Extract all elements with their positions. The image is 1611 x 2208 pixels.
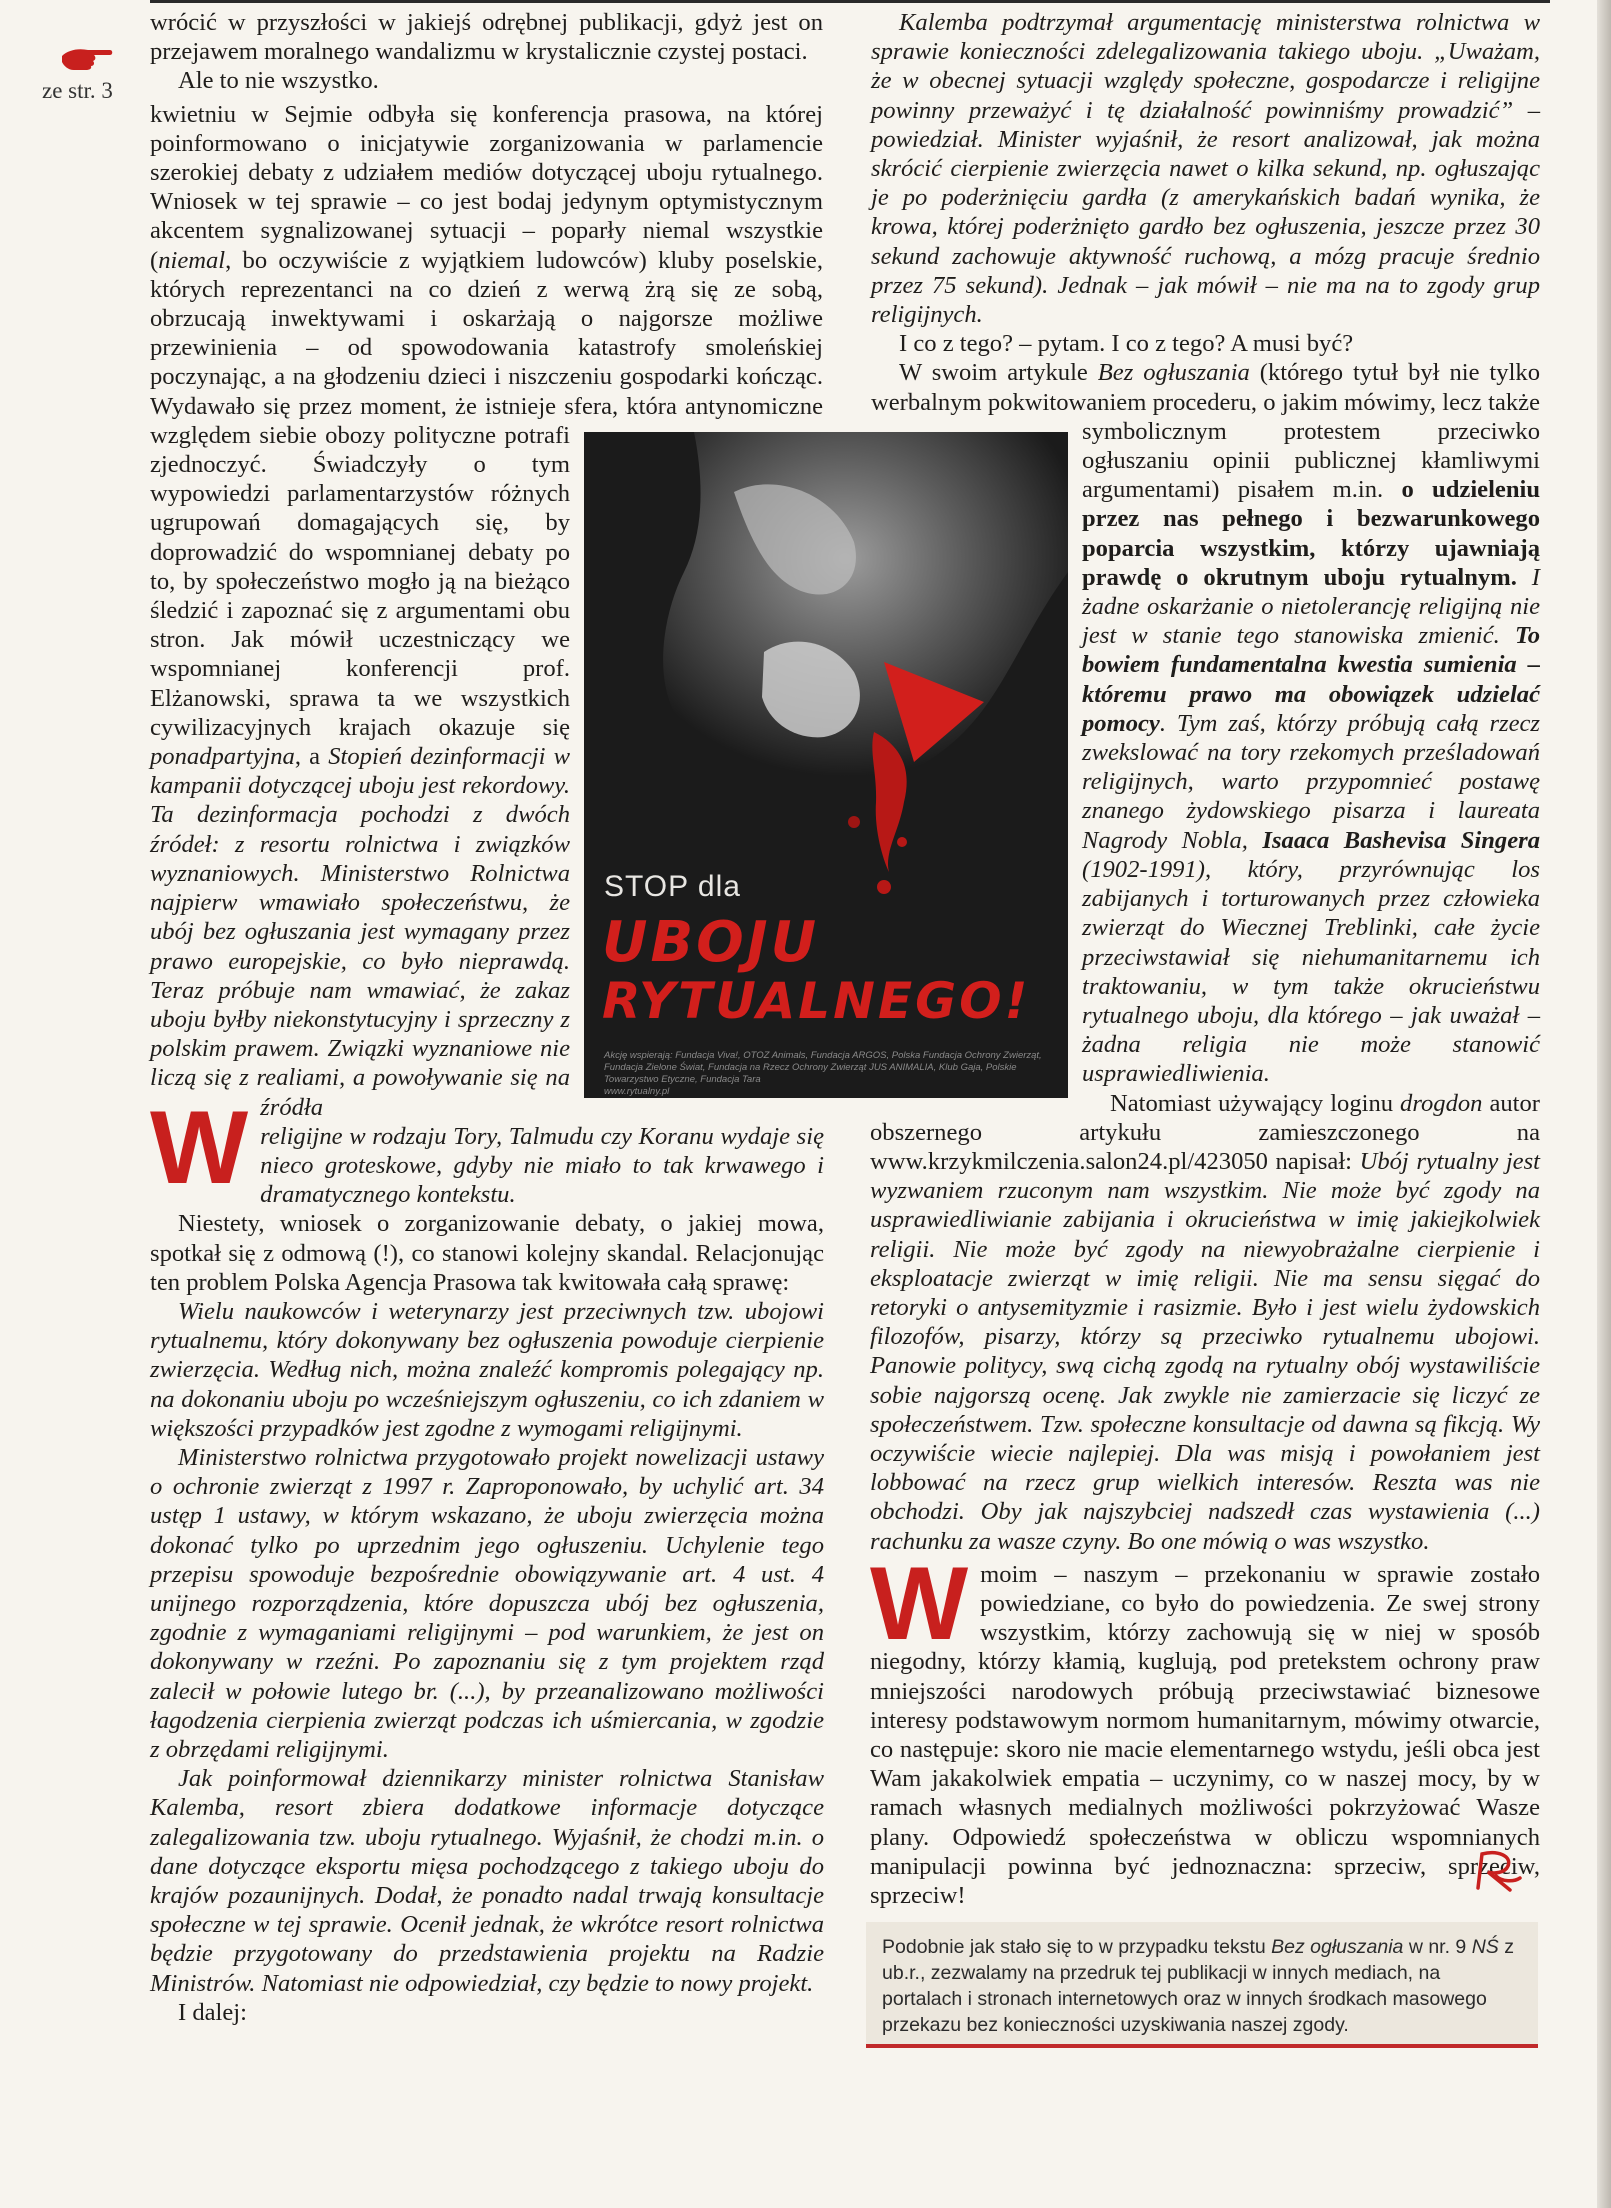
text-run: (1902-1991), który, przyrównując los zabijanych i torturowanych przez człowieka zwierząt do Wiecznej Treblinki, całe życie przeciwstawiał się niehumanitarnemu ich traktowaniu, w tym także okrucieństwu rytualnego uboju, dla którego – jak uważał – żadna religia nie może stanowić usprawiedliwienia. (1082, 855, 1540, 1088)
text-run: ponadpartyjna (150, 743, 295, 771)
text-run: To bowiem fundamentalna kwestia sumienia – któremu prawo ma obowiązek udzielać pomocy (1082, 622, 1540, 737)
poster-title-line-1: UBOJU (602, 910, 820, 975)
paragraph: Niestety, wniosek o zorganizowanie debaty, o jakiej mowa, spotkał się z odmową (!), co stanowi kolejny skandal. Relacjonując ten problem Polska Agencja Prasowa tak kwitowała całą sprawę: (150, 1210, 824, 1296)
quote-paragraph: Ministerstwo rolnictwa przygotowało projekt nowelizacji ustawy o ochronie zwierząt z 1997 r. Zaproponowało, by uchylić art. 34 ustęp 1 ustawy, w którym wskazano, że uboju zwierzęcia można dokonać tylko po uprzednim jego ogłuszeniu. Uchylenie tego przepisu spowoduje bezpośrednie obowiązywanie art. 4 ust. 4 unijnego rozporządzenia, które dopuszcza ubój bez ogłuszenia, zgodnie z wymaganiami religijnymi – pod warunkiem, że jest on dokonywany w rzeźni. Po zapoznaniu się z tym projektem rząd zalecił w połowie lutego br. (...), by przeanalizowano możliwości łagodzenia cierpienia zwierząt podczas ich uśmiercania, w zgodzie z obrzędami religijnymi. (150, 1443, 824, 1763)
paragraph: I dalej: (178, 1998, 247, 2026)
right-column (870, 8, 1540, 1910)
text-run: I żadne oskarżanie o nietolerancję religijną nie jest w stanie tego stanowiska zmienić. (1082, 563, 1540, 650)
poster-title-line-2: RYTUALNEGO! (602, 972, 1031, 1030)
text-run: (którego tytuł był nie tylko werbalnym pokwitowaniem procederu, o jakim mówimy, lecz także symbolicznym protestem przeciwko ogłuszaniu opinii publicznej kłamliwymi argumentami) pisałem m.in. (871, 359, 1540, 504)
text-run: drogdon (1400, 1089, 1483, 1117)
continued-from-label: ze str. 3 (42, 78, 113, 103)
author-signature-logo (1468, 1848, 1528, 1894)
poster-small-title: STOP dla (604, 870, 741, 903)
text-run: moim – naszym – przekonaniu w sprawie zostało powiedziane, co było do powiedzenia. Ze swej strony wszystkim, którzy zachowują się w niej w sposób niegodny, którzy kłamią, kuglują, pod pretekstem ochrony praw mniejszości narodowych próbują przeciwstawiać biznesowe interesy podstawowym normom humanitarnym, mówimy otwarcie, co następuje: skoro nie macie elementarnego wstydu, jeśli obca jest Wam jakakolwiek empatia – uczynimy, co w naszej mocy, by w ramach własnych medialnych możliwości pokrzyżować Wasze plany. Odpowiedź społeczeństwa w obliczu wspomnianych manipulacji powinna być jednoznaczna: sprzeciw, sprzeciw, sprzeciw! (870, 1560, 1540, 1909)
paragraph (870, 1089, 1540, 1556)
page-edge-shadow (1597, 0, 1611, 2208)
text-run: NŚ (1471, 1936, 1499, 1958)
poster-credits-text: Akcję wspierają: Fundacja Viva!, OTOZ Animals, Fundacja ARGOS, Polska Fundacja Ochrony Zwierząt, Fundacja Zielone Świat, Fundacja na Rzecz Ochrony Zwierząt JUS ANIMALIA, Klub Gaja, Polskie Towarzystwo Etyczne, Fundacja Tara (604, 1050, 1042, 1085)
drop-cap: W (150, 1090, 249, 1206)
text-run: Natomiast używający loginu (1110, 1089, 1401, 1117)
text-run: . Tym zaś, którzy próbują całą rzecz zwekslować na tory rzekomych prześladowań religijnych, warto przypomnieć postawę znanego żydowskiego pisarza i laureata Nagrody Nobla, (1082, 709, 1540, 854)
text-run: Stopień dezinformacji w kampanii dotyczącej uboju jest rekordowy. Ta dezinformacja pochodzi z dwóch źródeł: z resortu rolnictwa i związków wyznaniowych. Ministerstwo Rolnictwa najpierw wmawiało społeczeństwu, że ubój bez ogłuszania jest wymagany przez prawo europejskie, co było nieprawdą. Teraz próbuje nam wmawiać, że zakaz uboju byłby niekonstytucyjny i sprzeczny z polskim prawem. Związki wyznaniowe nie liczą się z realiami, a powoływanie się na źródła religijne w rodzaju Tory, Talmudu czy Koranu wydaje się nieco groteskowe, gdyby nie miało to tak krwawego i dramatycznego kontekstu. (150, 743, 824, 1209)
left-column (150, 8, 824, 2027)
pointing-hand-icon (58, 42, 114, 72)
top-rule (150, 0, 1550, 3)
paragraph: Ale to nie wszystko. (178, 67, 379, 95)
text-run: niemal (158, 246, 226, 274)
text-run: kwietniu w Sejmie odbyła się konferencja prasowa, na której poinformowano o inicjatywie zorganizowania w parlamencie szerokiej debaty z udziałem mediów dotyczącej uboju rytualnego. Wniosek w tej sprawie – co jest bodaj jedynym optymistycznym akcentem sygnalizowanej sytuacji – poparły niemal wszystkie ( (150, 100, 823, 274)
text-run: W swoim artykule (899, 359, 1098, 387)
text-run: w nr. 9 (1403, 1936, 1472, 1958)
poster-url: www.rytualny.pl (604, 1086, 670, 1097)
text-run: Isaaca Bashevisa Singera (1262, 826, 1540, 854)
text-run: , a (294, 743, 329, 771)
text-run: Ubój rytualny jest wyzwaniem rzuconym nam wszystkim. Nie może być zgody na usprawiedliwianie zabijania i okrucieństwa w imię jakiejkolwiek religii. Nie może być zgody na niewyobrażalne cierpienie i eksploatacje zwierząt w imię religii. Nie ma sensu sięgać do retoryki o antysemityzmie i rasizmie. Było i jest wielu żydowskich filozofów, pisarzy, którzy są przeciwko rytualnemu ubojowi. Panowie politycy, swą cichą zgodą na rytualny obój wystawiliście sobie najgorszą ocenę. Jak zwykle nie zamierzacie się liczyć ze społeczeństwem. Tzw. społeczne konsultacje od dawna są fikcją. Wy oczywiście wiecie najlepiej. Dla was misją i powołaniem jest lobbować na rzecz grup wielkich interesów. Reszta was nie obchodzi. Oby jak najszybciej nadszedł czas wystawienia (...) rachunku za wasze czyny. Bo one mówią o was wszystko. (870, 1147, 1540, 1555)
paragraph (870, 1545, 1540, 1910)
text-run: o udzieleniu przez nas pełnego i bezwarunkowego poparcia wszystkim, którzy ujawniają prawdę o okrutnym uboju rytualnym. (1082, 476, 1541, 591)
quote-paragraph: Wielu naukowców i weterynarzy jest przeciwnych tzw. ubojowi rytualnemu, który dokonywany bez ogłuszenia powoduje cierpienie zwierzęcia. Według nich, można znaleźć kompromis polegający np. na dokonaniu uboju po wcześniejszym ogłuszeniu, co ich zdaniem w większości przypadków jest zgodne z wymogami religijnymi. (150, 1297, 824, 1442)
quote-paragraph: Jak poinformował dziennikarzy minister rolnictwa Stanisław Kalemba, resort zbiera dodatkowe informacje dotyczące zalegalizowania tzw. uboju rytualnego. Wyjaśnił, że chodzi m.in. o dane dotyczące eksportu mięsa pochodzącego z takiego uboju do krajów pozaunijnych. Dodał, że ponadto nadal trwają konsultacje społeczne w tej sprawie. Ocenił jednak, że wkrótce resort rolnictwa będzie przygotowany do przedstawienia projektu na Radzie Ministrów. Natomiast nie odpowiedział, czy będzie to nowy projekt. (150, 1765, 824, 1997)
paragraph: I co z tego? – pytam. I co z tego? A musi być? (899, 330, 1354, 358)
paragraph: wrócić w przyszłości w jakiejś odrębnej publikacji, gdyż jest on przejawem moralnego wandalizmu w krystalicznie czystej postaci. (150, 9, 823, 66)
text-run: z ub.r., zezwalamy na przedruk tej publikacji w innych mediach, na portalach i stronach internetowych oraz w innych środkach masowego przekazu bez konieczności uzyskiwania naszej zgody. (882, 1936, 1514, 2036)
drop-cap: W (870, 1545, 969, 1662)
text-run: Bez ogłuszania (1271, 1936, 1404, 1958)
text-run: autor obszernego artykułu zamieszczonego na www.krzykmilczenia.salon24.pl/423050 napisał: (870, 1089, 1540, 1175)
quote-paragraph: Kalemba podtrzymał argumentację ministerstwa rolnictwa w sprawie konieczności zdelegalizowania takiego uboju. „Uważam, że w obecnej sytuacji względy społeczne, gospodarcze i religijne powinny przeważyć i tę działalność powinniśmy prowadzić” – powiedział. Minister wyjaśnił, że resort analizował, jak można skrócić cierpienie zwierzęcia nawet o kilka sekund, np. ogłuszając je po poderżnięciu gardła (z amerykańskich badań wynika, że krowa, której poderżnięto gardło bez ogłuszenia, jeszcze przez 30 sekund zachowuje aktywność ruchową, a mózg pracuje średnio przez 75 sekund). Jednak – jak mówił – nie ma na to zgody grup religijnych. (871, 9, 1540, 329)
text-run: Bez ogłuszania (1097, 359, 1250, 387)
text-run: Podobnie jak stało się to w przypadku tekstu (882, 1936, 1272, 1958)
text-run: , bo oczywiście z wyjątkiem ludowców) kluby poselskie, których reprezentanci na co dzień z werwą żrą się ze sobą, obrzucają inwektywami i oskarżają o najgorsze możliwe przewinienia – od spowodowania katastrofy smoleńskiej poczynając, a na głodzeniu dzieci i niszczeniu gospodarki kończąc. Wydawało się przez moment, że istnieje sfera, która antynomiczne względem siebie obozy polityczne potrafi zjednoczyć. Świadczyły o tym wypowiedzi parlamentarzystów różnych ugrupowań domagających się, by doprowadzić do wspomnianej debaty po to, by społeczeństwo mogło ją na bieżąco śledzić i zapoznać się z argumentami obu stron. Jak mówił uczestniczący we wspomnianej konferencji prof. Elżanowski, sprawa ta we wszystkich cywilizacyjnych krajach okazuje się (150, 246, 823, 741)
reprint-permission-box (866, 1922, 1538, 2048)
